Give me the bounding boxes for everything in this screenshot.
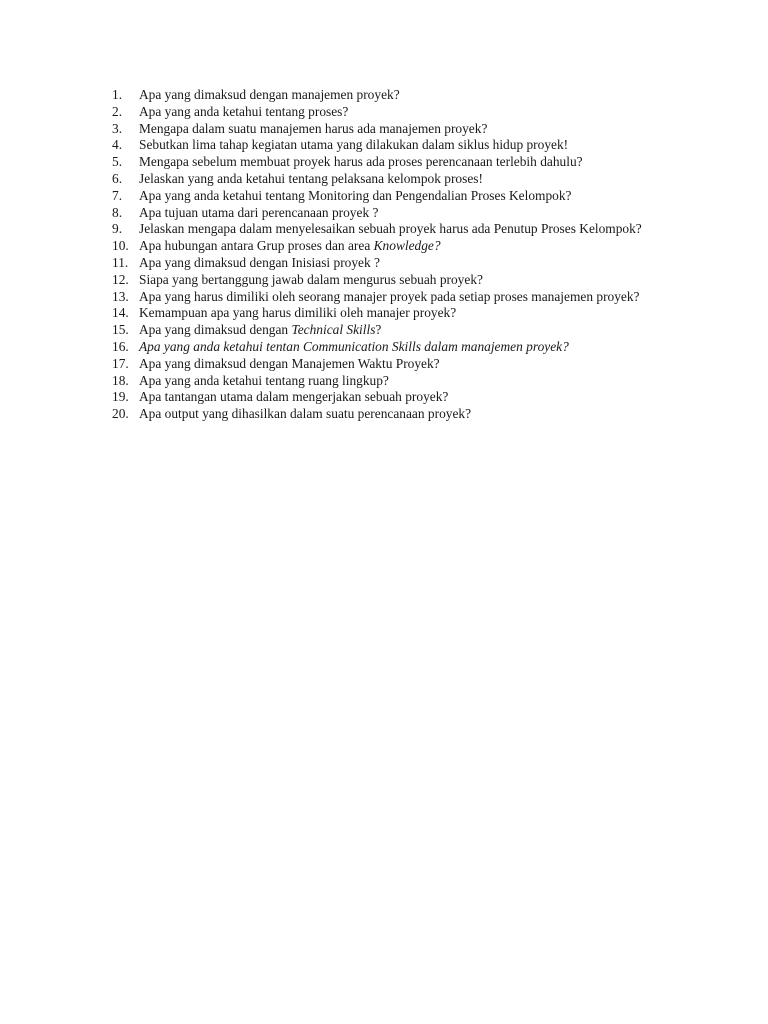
question-item bbox=[112, 137, 672, 154]
question-text-segment: Apa tujuan utama dari perencanaan proyek ? bbox=[139, 204, 379, 220]
question-text bbox=[139, 137, 672, 154]
question-item bbox=[112, 104, 672, 121]
question-number: 20. bbox=[112, 406, 129, 422]
question-number: 14. bbox=[112, 305, 129, 321]
question-number: 8. bbox=[112, 204, 123, 220]
question-text-segment: Siapa yang bertanggung jawab dalam mengurus sebuah proyek? bbox=[139, 271, 483, 287]
question-text-segment: ? bbox=[375, 322, 382, 338]
question-item bbox=[112, 406, 672, 423]
question-item bbox=[112, 356, 672, 373]
question-number: 5. bbox=[112, 154, 123, 170]
question-item bbox=[112, 188, 672, 205]
question-text bbox=[139, 87, 672, 104]
question-number: 11. bbox=[112, 254, 129, 270]
question-text-segment: Jelaskan mengapa dalam menyelesaikan sebuah proyek harus ada Penutup Proses Kelompok? bbox=[139, 221, 642, 237]
question-text bbox=[139, 356, 672, 373]
question-number: 1. bbox=[112, 87, 123, 102]
question-number: 2. bbox=[112, 103, 123, 119]
question-text-segment: Apa yang anda ketahui tentang ruang lingkup? bbox=[139, 372, 389, 388]
question-text-segment: Apa yang dimaksud dengan bbox=[139, 322, 292, 338]
question-number: 3. bbox=[112, 120, 123, 136]
question-text-segment: Apa yang anda ketahui tentang Monitoring dan Pengendalian Proses Kelompok? bbox=[139, 187, 572, 203]
question-item bbox=[112, 154, 672, 171]
question-text-italic-segment: Apa yang anda ketahui tentan Communication Skills dalam manajemen proyek? bbox=[139, 338, 569, 354]
question-text bbox=[139, 322, 672, 339]
question-text-segment: Apa tantangan utama dalam mengerjakan sebuah proyek? bbox=[139, 389, 449, 405]
question-text-segment: Jelaskan yang anda ketahui tentang pelaksana kelompok proses! bbox=[139, 170, 483, 186]
question-text-segment: Apa hubungan antara Grup proses dan area bbox=[139, 238, 374, 254]
question-number: 4. bbox=[112, 137, 123, 153]
question-item bbox=[112, 238, 672, 255]
question-text bbox=[139, 305, 672, 322]
question-item bbox=[112, 221, 672, 238]
question-text-segment: Mengapa sebelum membuat proyek harus ada proses perencanaan terlebih dahulu? bbox=[139, 154, 583, 170]
question-item bbox=[112, 205, 672, 222]
question-item bbox=[112, 373, 672, 390]
question-item bbox=[112, 289, 672, 306]
question-text-segment: Apa yang dimaksud dengan Manajemen Waktu Proyek? bbox=[139, 355, 440, 371]
question-text-segment: Apa yang anda ketahui tentang proses? bbox=[139, 103, 349, 119]
question-item bbox=[112, 255, 672, 272]
question-item bbox=[112, 339, 672, 356]
question-item bbox=[112, 121, 672, 138]
question-item bbox=[112, 87, 672, 104]
question-number: 6. bbox=[112, 170, 123, 186]
question-text-segment: Apa yang dimaksud dengan Inisiasi proyek ? bbox=[139, 254, 380, 270]
question-text bbox=[139, 289, 672, 306]
question-text-italic-segment: Technical Skills bbox=[291, 322, 376, 338]
question-list bbox=[112, 87, 672, 423]
question-number: 12. bbox=[112, 271, 129, 287]
question-text bbox=[139, 406, 672, 423]
question-number: 18. bbox=[112, 372, 129, 388]
question-number: 17. bbox=[112, 355, 129, 371]
question-text bbox=[139, 171, 672, 188]
question-item bbox=[112, 389, 672, 406]
question-number: 16. bbox=[112, 338, 129, 354]
question-text bbox=[139, 339, 672, 356]
question-text bbox=[139, 188, 672, 205]
question-number: 7. bbox=[112, 187, 123, 203]
question-text-italic-segment: Knowledge? bbox=[373, 238, 441, 254]
question-item bbox=[112, 171, 672, 188]
question-text bbox=[139, 272, 672, 289]
question-text-segment: Kemampuan apa yang harus dimiliki oleh manajer proyek? bbox=[139, 305, 457, 321]
question-item bbox=[112, 272, 672, 289]
question-text bbox=[139, 121, 672, 138]
question-number: 10. bbox=[112, 238, 129, 254]
question-text-segment: Mengapa dalam suatu manajemen harus ada manajemen proyek? bbox=[139, 120, 488, 136]
question-text bbox=[139, 389, 672, 406]
question-number: 19. bbox=[112, 389, 129, 405]
question-text bbox=[139, 154, 672, 171]
question-number: 15. bbox=[112, 322, 129, 338]
question-text bbox=[139, 373, 672, 390]
question-text-segment: Apa output yang dihasilkan dalam suatu perencanaan proyek? bbox=[139, 406, 472, 422]
question-text-segment: Sebutkan lima tahap kegiatan utama yang dilakukan dalam siklus hidup proyek! bbox=[139, 137, 569, 153]
question-text bbox=[139, 255, 672, 272]
question-text-segment: Apa yang harus dimiliki oleh seorang manajer proyek pada setiap proses manajemen proyek? bbox=[139, 288, 640, 304]
question-text bbox=[139, 238, 672, 255]
question-number: 9. bbox=[112, 221, 123, 237]
question-text bbox=[139, 221, 672, 238]
question-item bbox=[112, 322, 672, 339]
question-item bbox=[112, 305, 672, 322]
question-text bbox=[139, 205, 672, 222]
question-text-segment: Apa yang dimaksud dengan manajemen proyek? bbox=[139, 87, 400, 102]
question-number: 13. bbox=[112, 288, 129, 304]
question-text bbox=[139, 104, 672, 121]
